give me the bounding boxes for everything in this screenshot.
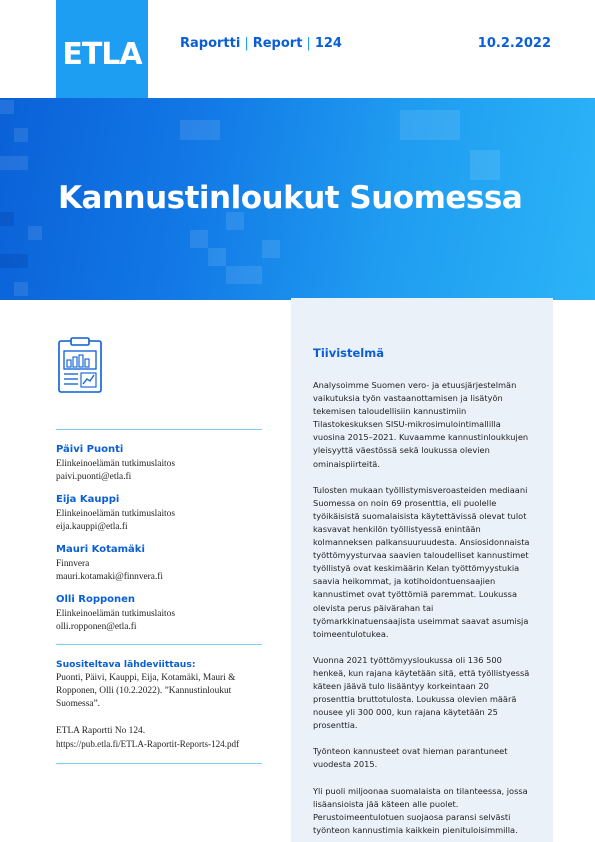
summary-paragraph: Yli puoli miljoonaa suomalaista on tilanteessa, jossa lisäansioista jää käteen alle puolet. Perustoimeentulotuen suojaosa paransi selvästi työnteon kannustimia kaikkein pienituloisimmilla. <box>313 785 528 835</box>
summary-paragraph: Vuonna 2021 työttömyysloukussa oli 136 500 henkeä, kun rajana käytetään sitä, että työllistyessä käteen jäävä tulo lisääntyy korkeintaan 20 prosenttia bruttotulosta. Loukussa olevien määrä nousee yli 300 000, kun rajana käytetään 25 prosenttia. <box>313 654 530 731</box>
summary-paragraph: Tulosten mukaan työllistymisveroasteiden mediaani Suomessa on noin 69 prosenttia, eli puolelle työikäisistä suomalaisista käytettävissä olevat tulot kasvavat henkilön työllistyessä enintään kolmanneksen palkansuuruudesta. Ansiosidonnaista työttömyysturvaa saavien taloudelliset kannustimet työllistyä ovat keskimäärin Kelan työttömyystukia saavia heikommat, ja kotihoidontuensaajien kannustimet ovat työttömiä paremmat. Loukussa olevista perus päivärahan tai työmarkkinatuensaajista useimmat saavat asumisja toimeentulotukea. <box>313 484 530 639</box>
divider <box>56 644 262 645</box>
report-reference: ETLA Raportti No 124. <box>56 725 146 736</box>
citation-text: Puonti, Päivi, Kauppi, Eija, Kotamäki, Mauri & Ropponen, Olli (10.2.2022). ”Kannustinloukut Suomessa”. <box>56 673 236 710</box>
author-block <box>56 444 262 484</box>
pixel-decoration <box>180 120 220 140</box>
pixel-decoration <box>14 128 28 142</box>
divider <box>56 429 262 430</box>
author-email[interactable]: eija.kauppi@etla.fi <box>56 522 128 532</box>
pixel-decoration <box>0 212 14 226</box>
citation-heading: Suositeltava lähdeviittaus: <box>56 659 196 670</box>
author-block <box>56 594 262 634</box>
pixel-decoration <box>226 266 262 284</box>
report-number: 124 <box>314 36 342 51</box>
report-series: Raportti | Report | 124 <box>180 36 342 51</box>
author-block <box>56 544 262 584</box>
summary-heading: Tiivistelmä <box>313 346 384 360</box>
author-block <box>56 494 262 534</box>
pixel-decoration <box>190 230 208 248</box>
pixel-decoration <box>28 226 42 240</box>
author-name: Päivi Puonti <box>56 444 124 455</box>
publication-date: 10.2.2022 <box>477 36 551 51</box>
pixel-decoration <box>0 100 14 114</box>
summary-paragraph: Analysoimme Suomen vero- ja etuusjärjestelmän vaikutuksia työn vastaanottamisen ja lisätyön tekemisen taloudellisiin kannustimiin Tilastokeskuksen SISU-mikrosimulointimallilla vuosina 2015–2021. Kuvaamme kannustinloukkujen yleisyyttä väestössä sekä loukussa olevien ominaispiirteitä. <box>313 380 529 469</box>
author-name: Olli Ropponen <box>56 594 136 605</box>
left-column <box>56 336 262 764</box>
summary-box <box>291 298 553 842</box>
author-affiliation: Elinkeinoelämän tutkimuslaitos <box>56 609 175 619</box>
divider <box>56 763 262 764</box>
author-name: Mauri Kotamäki <box>56 544 145 555</box>
author-email[interactable]: paivi.puonti@etla.fi <box>56 472 132 482</box>
pixel-decoration <box>0 156 28 170</box>
pixel-decoration <box>14 282 28 296</box>
pixel-decoration <box>470 150 500 180</box>
summary-paragraph: Työnteon kannusteet ovat hieman parantuneet vuodesta 2015. <box>313 746 508 770</box>
author-name: Eija Kauppi <box>56 494 120 505</box>
pixel-decoration <box>262 240 280 258</box>
report-clipboard-chart-icon <box>56 336 104 396</box>
page-title: Kannustinloukut Suomessa <box>58 180 523 216</box>
series-label-fi: Raportti <box>180 36 241 51</box>
author-email[interactable]: mauri.kotamaki@finnvera.fi <box>56 572 164 582</box>
pixel-decoration <box>0 254 28 268</box>
author-affiliation: Elinkeinoelämän tutkimuslaitos <box>56 509 175 519</box>
etla-logo <box>56 0 148 98</box>
author-affiliation: Elinkeinoelämän tutkimuslaitos <box>56 459 175 469</box>
pixel-decoration <box>400 110 460 140</box>
author-affiliation: Finnvera <box>56 559 90 569</box>
pixel-decoration <box>208 248 226 266</box>
report-url[interactable]: https://pub.etla.fi/ETLA-Raportit-Reports-124.pdf <box>56 738 240 749</box>
logo-text: ETLA <box>62 37 142 72</box>
author-email[interactable]: olli.ropponen@etla.fi <box>56 622 137 632</box>
series-label-en: Report <box>252 36 303 51</box>
